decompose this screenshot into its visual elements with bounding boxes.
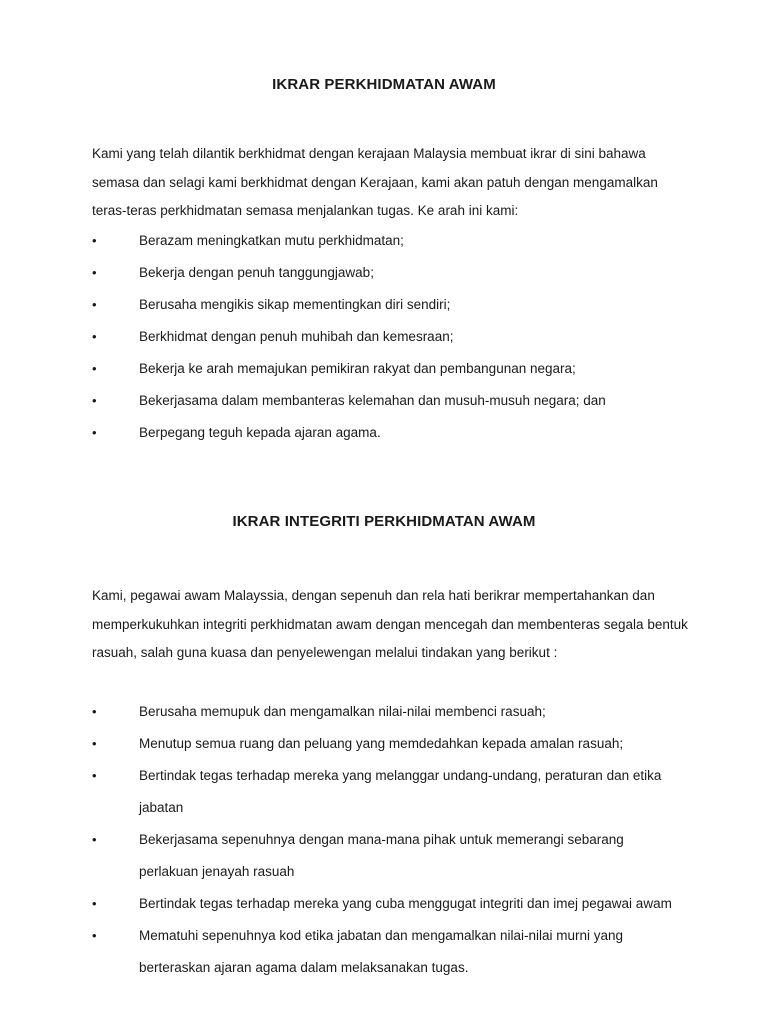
bullet-icon: •: [92, 265, 97, 280]
bullet-icon: •: [92, 329, 97, 344]
bullet-icon: •: [92, 393, 97, 408]
bullet-icon: •: [92, 704, 97, 719]
bullet-icon: •: [92, 928, 97, 943]
list-item: • Bekerja dengan penuh tanggungjawab;: [0, 257, 679, 289]
bullet-icon: •: [92, 233, 97, 248]
list-item: • Bertindak tegas terhadap mereka yang melanggar undang-undang, peraturan dan etika jabatan: [0, 760, 679, 824]
list-item: • Menutup semua ruang dan peluang yang memdedahkan kepada amalan rasuah;: [0, 728, 679, 760]
bullet-icon: •: [92, 832, 97, 847]
list-item: • Bekerjasama sepenuhnya dengan mana-mana pihak untuk memerangi sebarang perlakuan jenayah rasuah: [0, 824, 679, 888]
section2-intro: Kami, pegawai awam Malayssia, dengan sepenuh dan rela hati berikrar mempertahankan dan memperkukuhkan integriti perkhidmatan awam dengan mencegah dan membenteras segala bentuk rasuah, salah guna kuasa dan penyelewengan melalui tindakan yang berikut :: [92, 588, 688, 660]
list-item: • Berpegang teguh kepada ajaran agama.: [0, 417, 679, 449]
section2-title: IKRAR INTEGRITI PERKHIDMATAN AWAM: [232, 513, 536, 530]
section1-intro: Kami yang telah dilantik berkhidmat dengan kerajaan Malaysia membuat ikrar di sini bahawa semasa dan selagi kami berkhidmat dengan Kerajaan, kami akan patuh dengan mengamalkan teras-teras perkhidmatan semasa menjalankan tugas. Ke arah ini kami:: [92, 146, 658, 218]
bullet-icon: •: [92, 297, 97, 312]
bullet-icon: •: [92, 768, 97, 783]
list-item: • Mematuhi sepenuhnya kod etika jabatan dan mengamalkan nilai-nilai murni yang berteraskan ajaran agama dalam melaksanakan tugas.: [0, 920, 679, 984]
list-item: • Bekerjasama dalam membanteras kelemahan dan musuh-musuh negara; dan: [0, 385, 679, 417]
list-item: • Berkhidmat dengan penuh muhibah dan kemesraan;: [0, 321, 679, 353]
list-item: • Berusaha mengikis sikap mementingkan diri sendiri;: [0, 289, 679, 321]
bullet-icon: •: [92, 736, 97, 751]
list-item: • Bekerja ke arah memajukan pemikiran rakyat dan pembangunan negara;: [0, 353, 679, 385]
section1-title: IKRAR PERKHIDMATAN AWAM: [272, 76, 496, 93]
list-item: • Berazam meningkatkan mutu perkhidmatan;: [0, 225, 679, 257]
bullet-icon: •: [92, 896, 97, 911]
section1-list: [0, 225, 768, 449]
list-item: • Berusaha memupuk dan mengamalkan nilai-nilai membenci rasuah;: [0, 696, 679, 728]
bullet-icon: •: [92, 361, 97, 376]
section2-list: [0, 696, 768, 984]
list-item: • Bertindak tegas terhadap mereka yang cuba menggugat integriti dan imej pegawai awam: [0, 888, 679, 920]
bullet-icon: •: [92, 425, 97, 440]
